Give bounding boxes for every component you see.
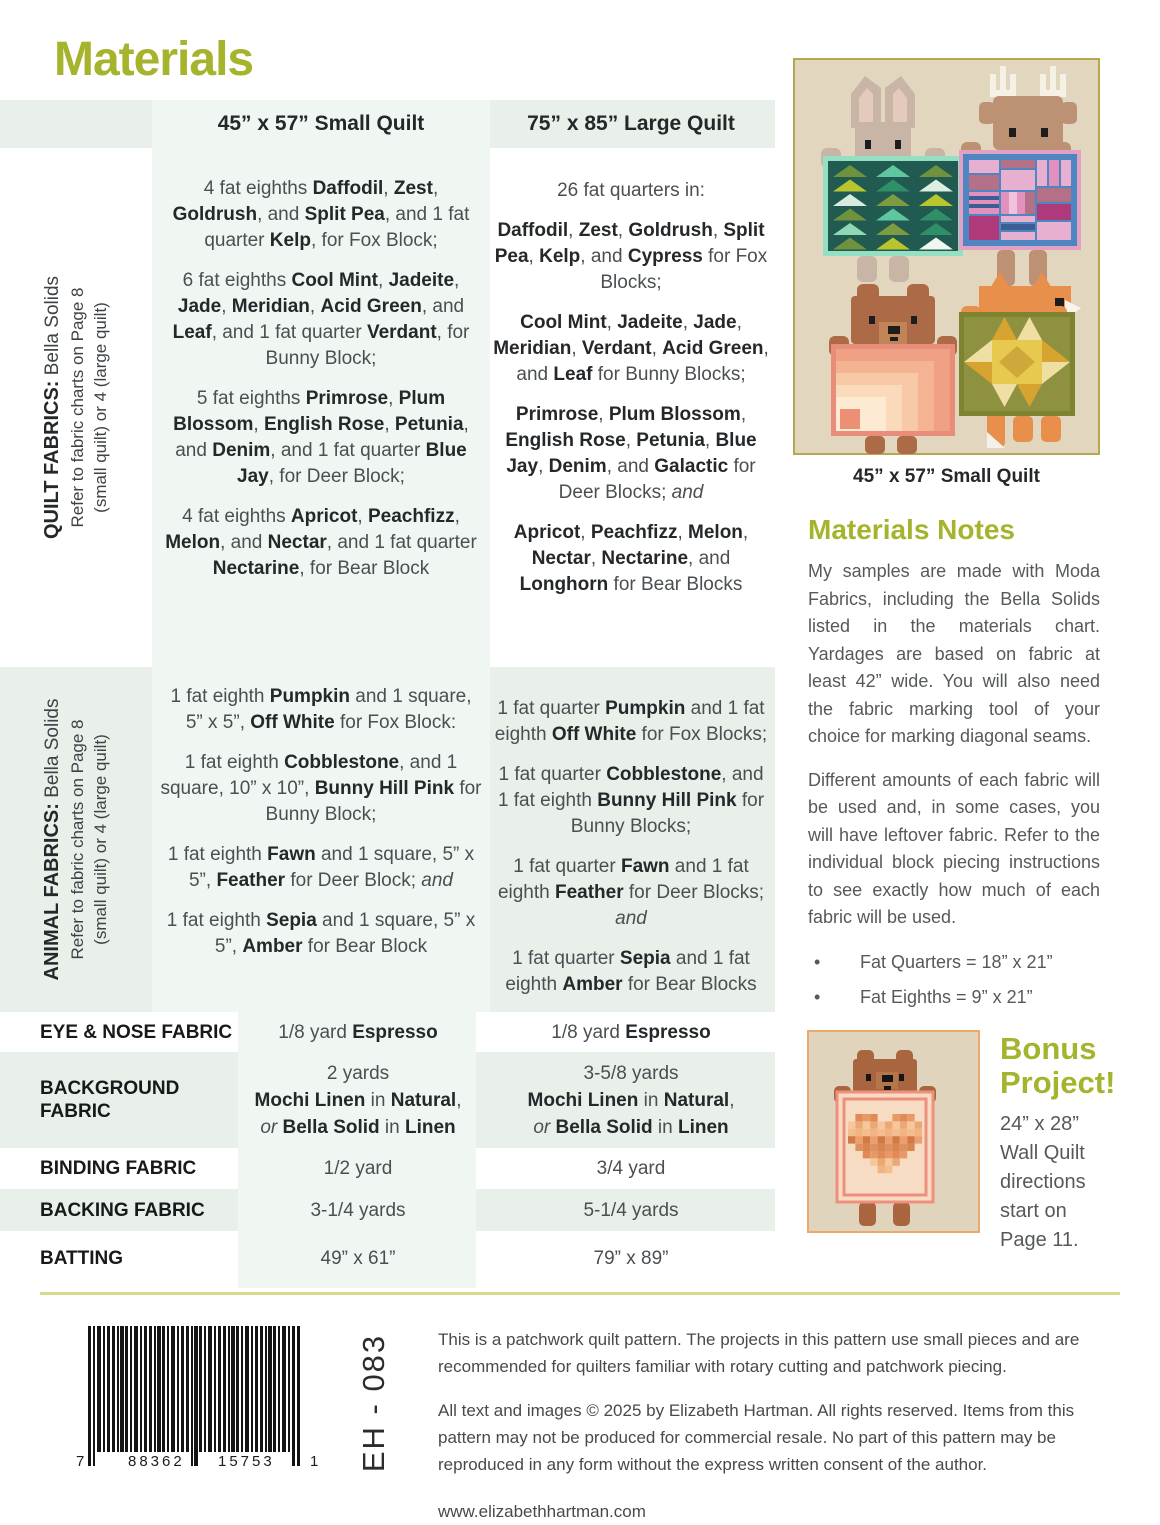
barcode-right-digit: 1 — [310, 1453, 319, 1470]
bullet-icon: • — [814, 951, 821, 972]
bullet-icon: • — [814, 986, 821, 1007]
quilt-fabrics-large-cell: 26 fat quarters in: Daffodil, Zest, Goldrush, Split Pea, Kelp, and Cypress for Fox Blocks; Cool Mint, Jadeite, Jade, Meridian, Verdant, Acid Green, and Leaf for Bunny Blocks; Primrose, Plum Blossom, English Rose, Petunia, Blue Jay, Denim, and Galactic for Deer Blocks; and Apricot, Peachfizz, Melon, Nectar, Nectarine, and Longhorn for Bear Blocks — [493, 180, 769, 595]
row-value-batting-large: 79” x 89” — [593, 1247, 669, 1269]
bullet-fat-eighths-text: Fat Eighths = 9” x 21” — [860, 986, 1033, 1007]
bonus-heading-line2: Project! — [1000, 1065, 1116, 1100]
footer-divider — [40, 1292, 1120, 1295]
barcode-group1: 88362 — [128, 1453, 185, 1470]
footer-url: www.elizabethhartman.com — [438, 1502, 646, 1521]
barcode-group2: 15753 — [218, 1453, 275, 1470]
bullet-fat-quarters — [808, 952, 1100, 973]
row-value-eye-nose-small: 1/8 yard Espresso — [278, 1021, 438, 1043]
bonus-project-image — [807, 1030, 980, 1233]
pattern-code: EH - 083 — [356, 1333, 392, 1473]
bonus-line-page: Page 11. — [1000, 1229, 1079, 1251]
row-value-background-large: 3-5/8 yards Mochi Linen in Natural, or Bella Solid in Linen — [527, 1062, 735, 1138]
row-label-binding: BINDING FABRIC — [40, 1158, 197, 1179]
animal-fabrics-section-label — [41, 667, 112, 1012]
row-label-batting: BATTING — [40, 1247, 124, 1269]
row-value-background-small: 2 yards Mochi Linen in Natural, or Bella Solid in Linen — [254, 1062, 462, 1138]
footer-text-block — [438, 1326, 1098, 1525]
row-value-binding-small: 1/2 yard — [323, 1158, 393, 1179]
bonus-project-text — [1000, 1032, 1150, 1255]
quilt-fabrics-section-label — [41, 148, 112, 667]
animal-fabrics-label-note1: Refer to fabric charts on Page 8 — [68, 719, 87, 960]
animal-fabrics-large-cell: 1 fat quarter Pumpkin and 1 fat eighth Off White for Fox Blocks; 1 fat quarter Cobblestone, and 1 fat eighth Bunny Hill Pink for Bunny Blocks; 1 fat quarter Fawn and 1 fat eighth Feather for Deer Blocks; and 1 fat quarter Sepia and 1 fat eighth Amber for Bear Blocks — [494, 698, 768, 995]
row-label-backing: BACKING FABRIC — [40, 1199, 205, 1221]
row-value-backing-large: 5-1/4 yards — [583, 1199, 679, 1221]
column-header-small-quilt: 45” x 57” Small Quilt — [217, 112, 425, 135]
quilt-fabrics-label-note2: (small quilt) or 4 (large quilt) — [91, 302, 110, 513]
column-header-large-quilt: 75” x 85” Large Quilt — [527, 112, 735, 135]
materials-notes-section — [808, 514, 1100, 1022]
page-title: Materials — [54, 33, 254, 86]
animal-fabrics-label-title: ANIMAL FABRICS: Bella Solids — [41, 698, 63, 981]
row-value-batting-small: 49” x 61” — [320, 1247, 396, 1269]
row-value-eye-nose-large: 1/8 yard Espresso — [551, 1021, 711, 1043]
upc-barcode — [58, 1322, 333, 1472]
small-quilt-sample-image — [793, 58, 1100, 455]
bullet-fat-quarters-text: Fat Quarters = 18” x 21” — [860, 951, 1053, 972]
row-value-backing-small: 3-1/4 yards — [310, 1199, 406, 1221]
animal-fabrics-label-note2: (small quilt) or 4 (large quilt) — [91, 734, 110, 945]
row-label-eye-nose: EYE & NOSE FABRIC — [40, 1021, 233, 1043]
bullet-fat-eighths — [808, 987, 1100, 1008]
bonus-line-size: 24” x 28” — [1000, 1113, 1079, 1135]
row-value-binding-large: 3/4 yard — [596, 1158, 666, 1179]
footer-paragraph-2: All text and images © 2025 by Elizabeth Hartman. All rights reserved. Items from this pattern may not be produced for commercial resale. No part of this pattern may be reproduced in any form without the express written consent of the author. — [438, 1401, 1075, 1474]
bonus-line-type: Wall Quilt — [1000, 1142, 1085, 1164]
bonus-line-start: start on — [1000, 1200, 1067, 1222]
bonus-project-details — [1000, 1110, 1150, 1255]
materials-notes-bullets — [808, 952, 1100, 1008]
bonus-heading-line1: Bonus — [1000, 1031, 1097, 1066]
barcode-left-digit: 7 — [76, 1453, 85, 1470]
quilt-fabrics-label-title: QUILT FABRICS: Bella Solids — [41, 275, 63, 540]
small-quilt-caption: 45” x 57” Small Quilt — [853, 466, 1040, 487]
footer-paragraph-1: This is a patchwork quilt pattern. The projects in this pattern use small pieces and are recommended for quilters familiar with rotary cutting and patchwork piecing. — [438, 1330, 1080, 1376]
bonus-project-heading — [1000, 1032, 1150, 1100]
animal-fabrics-small-cell: 1 fat eighth Pumpkin and 1 square, 5” x 5”, Off White for Fox Block: 1 fat eighth Cobblestone, and 1 square, 10” x 10”, Bunny Hill Pink for Bunny Block; 1 fat eighth Fawn and 1 square, 5” x 5”, Feather for Deer Block; and 1 fat eighth Sepia and 1 square, 5” x 5”, Amber for Bear Block — [160, 686, 482, 957]
quilt-fabrics-small-cell: 4 fat eighths Daffodil, Zest, Goldrush, and Split Pea, and 1 fat quarter Kelp, for Fox Block; 6 fat eighths Cool Mint, Jadeite, Jade, Meridian, Acid Green, and Leaf, and 1 fat quarter Verdant, for Bunny Block; 5 fat eighths Primrose, Plum Blossom, English Rose, Petunia, and Denim, and 1 fat quarter Blue Jay, for Deer Block; 4 fat eighths Apricot, Peachfizz, Melon, and Nectar, and 1 fat quarter Nectarine, for Bear Block — [165, 178, 477, 579]
bonus-line-directions: directions — [1000, 1171, 1086, 1193]
row-label-background: BACKGROUND FABRIC — [40, 1078, 180, 1122]
materials-notes-heading: Materials Notes — [808, 514, 1015, 545]
materials-notes-paragraphs: My samples are made with Moda Fabrics, including the Bella Solids listed in the materials chart. Yardages are based on fabric at least 42” wide. You will also need the fabric marking tool of your choice for marking diagonal seams. Different amounts of each fabric will be used and, in some cases, you will have leftover fabric. Refer to the individual block piecing instructions to see exactly how much of each fabric will be used. — [808, 561, 1100, 927]
quilt-fabrics-label-note1: Refer to fabric charts on Page 8 — [68, 287, 87, 528]
